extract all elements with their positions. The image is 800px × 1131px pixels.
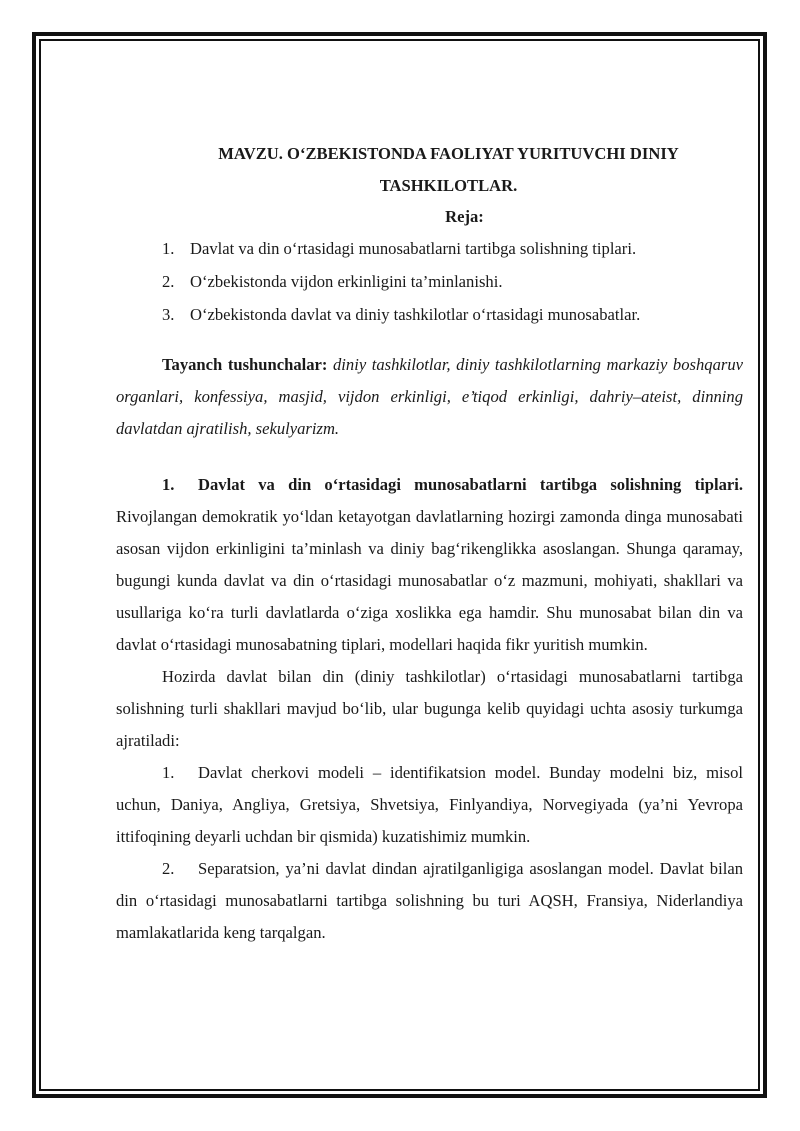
plan-item-number: 3. <box>162 305 175 324</box>
plan-item <box>116 265 743 298</box>
plan-item-text: O‘zbekistonda davlat va diniy tashkilotlar o‘rtasidagi munosabatlar. <box>190 305 641 324</box>
section-1-paragraph <box>116 469 743 661</box>
title-line-2: TASHKILOTLAR. <box>379 176 518 195</box>
plan-item <box>116 298 743 331</box>
document-body <box>116 138 743 949</box>
plan-list <box>116 232 743 331</box>
plan-item <box>116 232 743 265</box>
plan-heading: Reja: <box>445 207 484 226</box>
section-1-heading: Davlat va din o‘rtasidagi munosabatlarni tartibga solishning tiplari. <box>198 475 743 494</box>
model-1-paragraph <box>116 757 743 853</box>
key-terms-paragraph <box>116 349 743 445</box>
section-1-text: Rivojlangan demokratik yo‘ldan ketayotgan davlatlarning hozirgi zamonda dinga munosabati asosan vijdon erkinligini ta’minlash va diniy bag‘rikenglikka asoslangan. Shunga qaramay, bugungi kunda davlat va din o‘rtasidagi munosabatlar o‘z mazmuni, mohiyati, shakllari va usullariga ko‘ra turli davlatlarda o‘ziga xoslikka ega hamdir. Shu munosabat bilan din va davlat o‘rtasidagi munosabatning tiplari, modellari haqida fikr yuritish mumkin. <box>116 507 743 654</box>
model-2-paragraph <box>116 853 743 949</box>
model-1-text: Davlat cherkovi modeli – identifikatsion model. Bunday modelni biz, misol uchun, Daniya, Angliya, Gretsiya, Shvetsiya, Finlyandiya, Norvegiyada (ya’ni Yevropa ittifoqining deyarli uchdan bir qismida) kuzatishimiz mumkin. <box>116 763 743 846</box>
model-1-number: 1. <box>162 763 175 782</box>
plan-item-number: 1. <box>162 239 175 258</box>
paragraph-2: Hozirda davlat bilan din (diniy tashkilotlar) o‘rtasidagi munosabatlarni tartibga solishning turli shakllari mavjud bo‘lib, ular bugunga kelib quyidagi uchta asosiy turkumga ajratiladi: <box>116 667 743 750</box>
key-terms-text: diniy tashkilotlar, diniy tashkilotlarning markaziy boshqaruv organlari, konfessiya, masjid, vijdon erkinligi, e’tiqod erkinligi, dahriy–ateist, dinning davlatdan ajratilish, sekulyarizm. <box>116 355 743 438</box>
section-1-number: 1. <box>162 475 175 494</box>
title-line-1: MAVZU. O‘ZBEKISTONDA FAOLIYAT YURITUVCHI DINIY <box>218 144 679 163</box>
document-title <box>116 138 743 202</box>
plan-item-text: Davlat va din o‘rtasidagi munosabatlarni tartibga solishning tiplari. <box>190 239 637 258</box>
key-terms-label: Tayanch tushunchalar: <box>162 355 328 374</box>
model-2-text: Separatsion, ya’ni davlat dindan ajratilganligiga asoslangan model. Davlat bilan din o‘rtasidagi munosabatlarni tartibga solishning bu turi AQSH, Fransiya, Niderlandiya mamlakatlarida keng tarqalgan. <box>116 859 743 942</box>
model-2-number: 2. <box>162 859 175 878</box>
plan-item-text: O‘zbekistonda vijdon erkinligini ta’minlanishi. <box>190 272 503 291</box>
plan-item-number: 2. <box>162 272 175 291</box>
